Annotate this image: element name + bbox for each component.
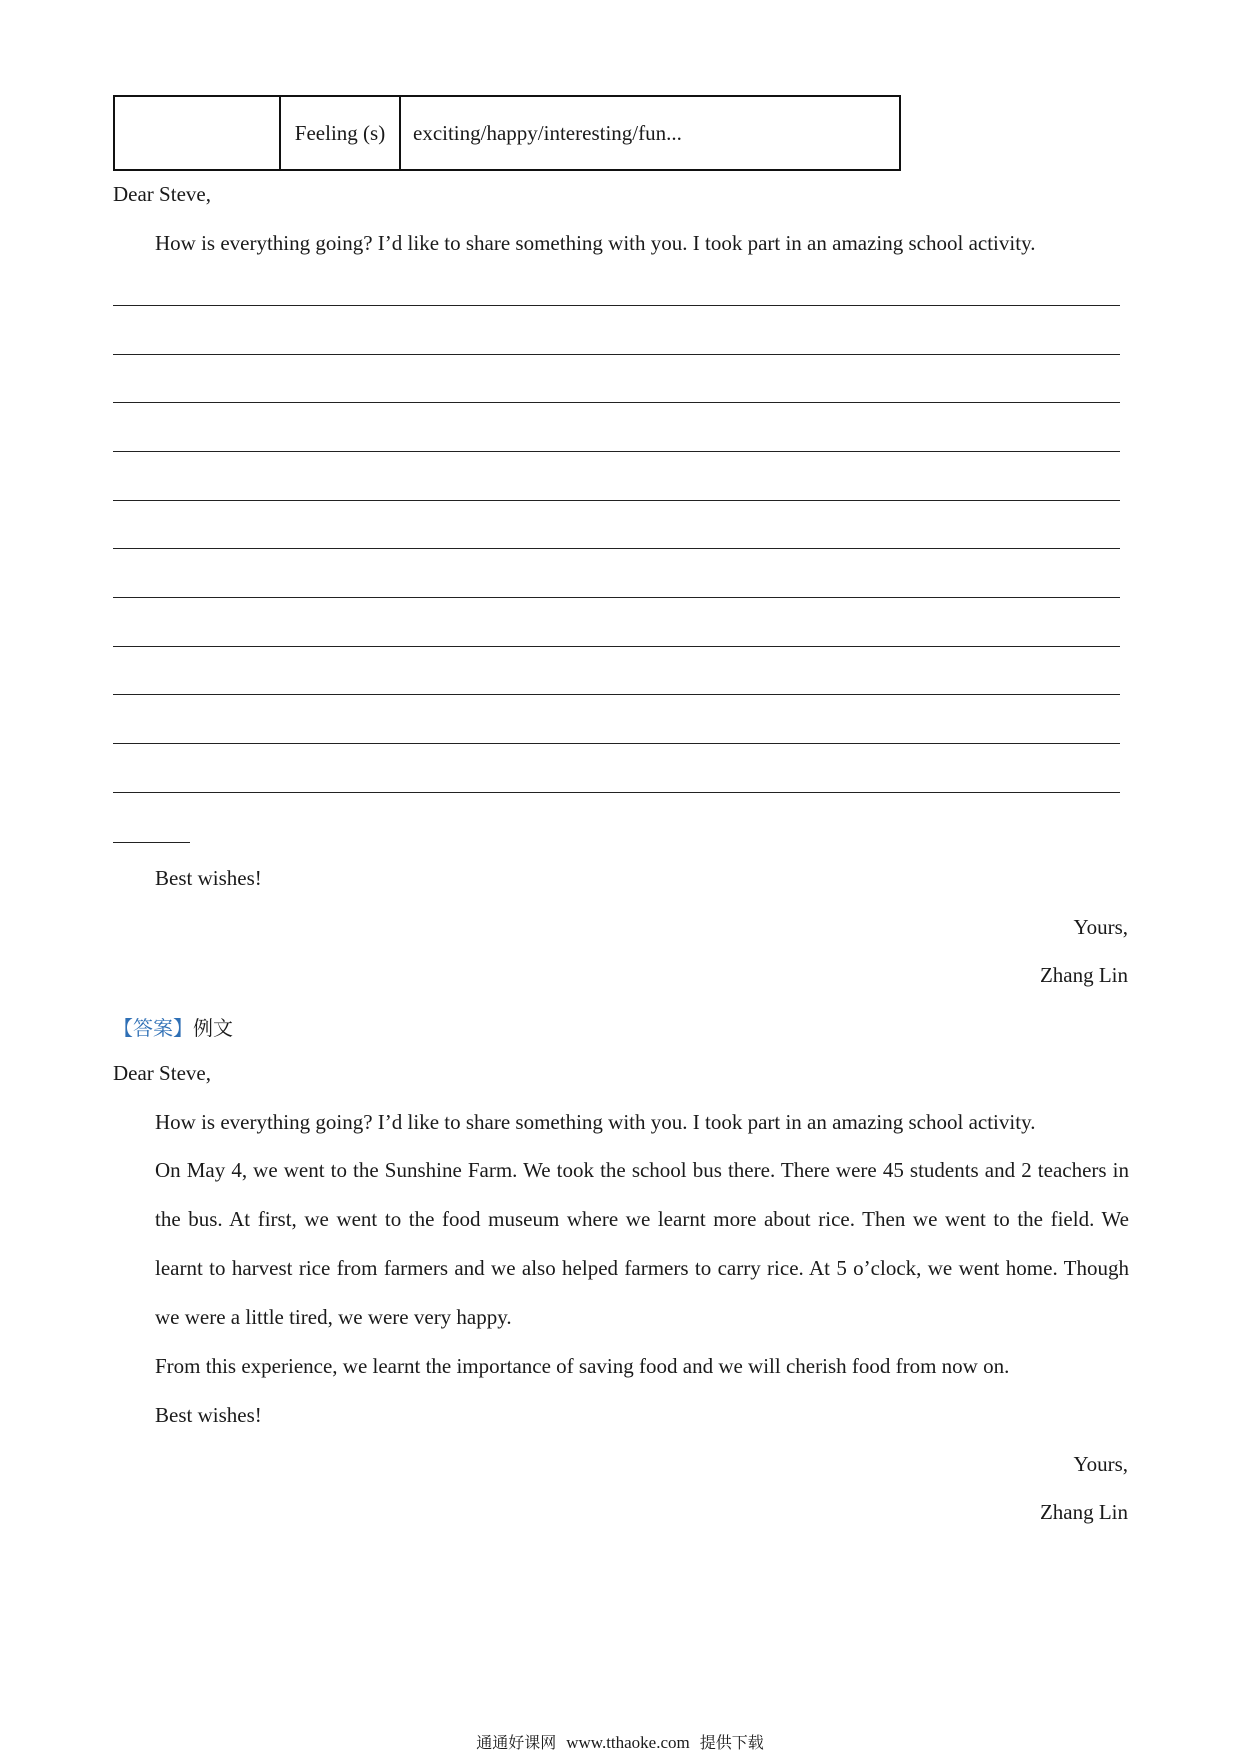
answer-heading — [113, 1012, 233, 1041]
writing-line[interactable] — [113, 694, 1120, 695]
answer-paragraph-3: From this experience, we learnt the importance of saving food and we will cherish food from now on. — [155, 1354, 1010, 1378]
table-cell-value: exciting/happy/interesting/fun... — [400, 96, 900, 170]
table-row — [114, 96, 900, 170]
writing-line[interactable] — [113, 354, 1120, 355]
answer-signoff: Yours, — [1073, 1452, 1128, 1476]
letter-name: Zhang Lin — [1039, 963, 1128, 987]
letter-opening: How is everything going? I’d like to share something with you. I took part in an amazing school activity. — [155, 231, 1036, 255]
writing-line[interactable] — [113, 792, 1120, 793]
table-cell-label: Feeling (s) — [280, 96, 400, 170]
answer-paragraph-2-text: On May 4, we went to the Sunshine Farm. We took the school bus there. There were 45 students and 2 teachers in the bus. At first, we went to the food museum where we learnt more about rice. Then we went to the field. We learnt to harvest rice from farmers and we also helped farmers to carry rice. At 5 o’clock, we went home. Though we were a little tired, we were very happy. — [155, 1158, 1129, 1329]
feeling-table — [113, 95, 901, 171]
footer-download-text: 提供下载 — [699, 1733, 764, 1752]
writing-line[interactable] — [113, 305, 1120, 306]
answer-tag: 【答案】 — [113, 1016, 193, 1040]
page-footer — [0, 1730, 1240, 1753]
footer-site-name: 通通好课网 — [476, 1733, 557, 1752]
footer-url[interactable]: www.tthaoke.com — [566, 1733, 690, 1752]
writing-line[interactable] — [113, 451, 1120, 452]
writing-line-short[interactable] — [113, 842, 190, 843]
answer-name: Zhang Lin — [1039, 1500, 1128, 1524]
writing-line[interactable] — [113, 646, 1120, 647]
letter-signoff: Yours, — [1073, 915, 1128, 939]
writing-line[interactable] — [113, 548, 1120, 549]
table-cell-empty — [114, 96, 280, 170]
writing-line[interactable] — [113, 402, 1120, 403]
writing-line[interactable] — [113, 743, 1120, 744]
answer-paragraph-2 — [113, 1146, 1129, 1342]
letter-closing: Best wishes! — [155, 866, 262, 890]
writing-line[interactable] — [113, 500, 1120, 501]
answer-greeting: Dear Steve, — [113, 1061, 211, 1085]
answer-closing: Best wishes! — [155, 1403, 262, 1427]
writing-line[interactable] — [113, 597, 1120, 598]
answer-paragraph-1: How is everything going? I’d like to share something with you. I took part in an amazing school activity. — [155, 1110, 1036, 1134]
answer-label: 例文 — [193, 1016, 233, 1040]
letter-greeting: Dear Steve, — [113, 182, 211, 206]
